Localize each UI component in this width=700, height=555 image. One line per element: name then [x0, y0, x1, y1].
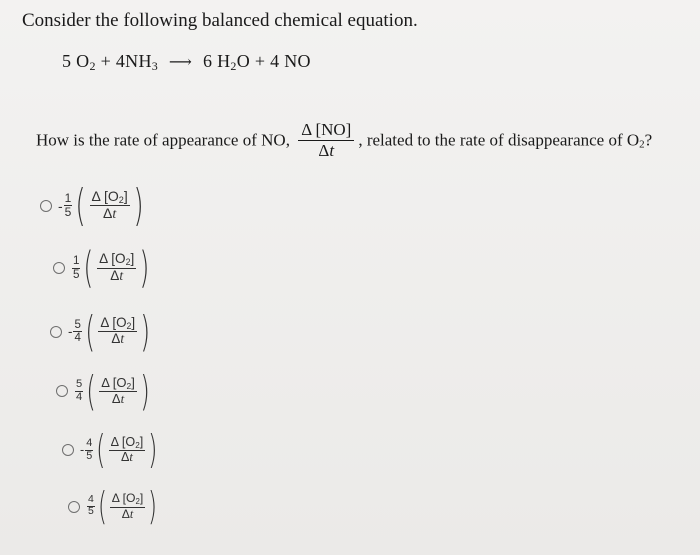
coef-numerator: 4	[88, 494, 94, 506]
radio-button[interactable]	[68, 501, 80, 513]
delta-symbol: Δ	[121, 449, 130, 464]
rate-o2-num-sub: 2	[135, 496, 140, 506]
left-paren: (	[75, 180, 87, 231]
rate-o2-num-close: ]	[131, 374, 135, 390]
rate-o2-fraction	[97, 252, 136, 284]
right-paren: )	[140, 307, 151, 356]
rate-no-denominator	[298, 141, 354, 161]
rate-no-numerator: Δ [NO]	[298, 120, 354, 141]
coef-numerator: 5	[74, 318, 81, 331]
question-part1: How is the rate of appearance of NO,	[36, 130, 290, 150]
time-symbol: t	[112, 206, 117, 222]
rate-o2-num-close: ]	[123, 187, 128, 204]
product2: NO	[284, 51, 311, 71]
rate-o2-num-text: Δ [O	[100, 314, 127, 330]
rate-o2-fraction	[110, 492, 146, 521]
radio-button[interactable]	[56, 385, 68, 397]
answer-option[interactable]	[40, 180, 147, 231]
radio-button[interactable]	[53, 262, 65, 274]
coef-denominator: 4	[76, 390, 83, 403]
right-paren: )	[140, 367, 150, 415]
delta-symbol: Δ	[121, 506, 130, 521]
radio-button[interactable]	[50, 326, 62, 338]
answer-option[interactable]	[53, 243, 153, 293]
coef-numerator: 4	[86, 437, 93, 450]
rate-o2-fraction	[98, 316, 137, 347]
rate-o2-num-text: Δ [O	[91, 187, 119, 204]
question-part2: , related to the rate of disappearance of O	[358, 130, 640, 150]
product1-sub: 2	[230, 59, 237, 73]
rate-o2-num-close: ]	[130, 251, 135, 267]
reactant1-sub: 2	[89, 59, 96, 73]
rate-o2-num-text: Δ [O	[99, 251, 126, 267]
left-paren: (	[85, 307, 96, 356]
rate-o2-denominator	[97, 269, 136, 284]
rate-o2-num-close: ]	[131, 314, 136, 330]
rate-o2-num-text: Δ [O	[110, 434, 136, 449]
rate-o2-num-sub: 2	[126, 320, 132, 331]
rate-o2-numerator	[109, 436, 146, 451]
rate-o2-fraction	[90, 189, 130, 222]
answer-option[interactable]	[56, 367, 153, 415]
rate-o2-num-close: ]	[139, 434, 144, 449]
delta-symbol: Δ	[111, 391, 121, 406]
answer-option[interactable]	[50, 307, 154, 356]
time-symbol: t	[120, 331, 125, 347]
option-coefficient	[73, 319, 81, 344]
rate-o2-fraction	[109, 436, 146, 465]
rate-no-fraction	[298, 120, 354, 161]
reactant2-sub: 3	[151, 59, 159, 73]
coef-denominator: 5	[86, 449, 93, 462]
rate-o2-numerator	[90, 189, 130, 206]
time-symbol: t	[329, 141, 335, 160]
rate-o2-num-sub: 2	[125, 257, 131, 268]
rate-o2-numerator	[98, 316, 137, 333]
coef-numerator: 5	[76, 377, 83, 390]
coef-denominator: 5	[64, 205, 72, 219]
right-paren: )	[148, 427, 158, 473]
delta-symbol: Δ	[318, 141, 330, 160]
left-paren: (	[97, 484, 107, 529]
option-sign: -	[68, 324, 73, 339]
product2-coef: 4	[270, 51, 280, 71]
product1-coef: 6	[202, 51, 213, 71]
delta-symbol: Δ	[110, 267, 120, 283]
delta-symbol: Δ	[103, 204, 113, 221]
right-paren: )	[139, 243, 150, 293]
right-paren: )	[148, 484, 158, 529]
question-part2-sub: 2	[639, 138, 645, 151]
rate-o2-denominator	[98, 332, 137, 347]
intro-text: Consider the following balanced chemical equation.	[22, 10, 418, 31]
rate-o2-fraction	[99, 376, 137, 407]
question-text	[36, 120, 652, 161]
rate-o2-denominator	[109, 451, 146, 465]
rate-o2-num-sub: 2	[126, 380, 132, 391]
rate-o2-num-close: ]	[139, 490, 144, 505]
left-paren: (	[86, 367, 96, 415]
option-sign: -	[58, 197, 63, 214]
chemical-equation	[62, 51, 311, 74]
rate-o2-num-sub: 2	[118, 194, 124, 205]
reactant1: O	[76, 51, 90, 71]
right-paren: )	[133, 180, 144, 231]
reactant2: NH	[125, 51, 152, 71]
left-paren: (	[96, 427, 106, 473]
reaction-arrow: ⟶	[168, 54, 193, 71]
radio-button[interactable]	[62, 444, 74, 456]
time-symbol: t	[129, 449, 133, 464]
time-symbol: t	[120, 391, 125, 406]
option-sign: -	[80, 443, 85, 457]
rate-o2-denominator	[110, 508, 146, 521]
rate-o2-denominator	[99, 392, 137, 406]
option-coefficient	[75, 379, 83, 403]
radio-button[interactable]	[40, 200, 52, 212]
answer-option[interactable]	[62, 427, 161, 473]
rate-o2-numerator	[97, 252, 136, 269]
delta-symbol: Δ	[111, 331, 121, 347]
option-coefficient	[87, 495, 95, 518]
coef-numerator: 1	[73, 254, 80, 268]
rate-o2-num-sub: 2	[135, 440, 140, 450]
question-part3: ?	[644, 130, 653, 150]
time-symbol: t	[119, 267, 124, 283]
plus-sign: +	[254, 51, 266, 71]
answer-option[interactable]	[68, 484, 160, 529]
coef-denominator: 5	[88, 506, 94, 517]
coef-denominator: 4	[74, 332, 81, 344]
option-coefficient	[72, 255, 80, 280]
left-paren: (	[83, 243, 94, 293]
time-symbol: t	[129, 506, 134, 521]
reactant2-coef: 4	[115, 51, 126, 71]
product1-b: O	[236, 51, 250, 71]
rate-o2-numerator	[99, 376, 137, 392]
plus-sign: +	[100, 51, 112, 71]
product1-a: H	[217, 51, 231, 71]
rate-o2-num-text: Δ [O	[111, 490, 136, 505]
rate-o2-numerator	[110, 492, 146, 508]
reactant1-coef: 5	[62, 51, 72, 71]
coef-denominator: 5	[73, 267, 80, 281]
option-coefficient	[85, 438, 93, 462]
coef-numerator: 1	[64, 191, 72, 206]
rate-o2-denominator	[90, 206, 130, 222]
option-coefficient	[64, 192, 73, 218]
rate-o2-num-text: Δ [O	[101, 374, 127, 390]
